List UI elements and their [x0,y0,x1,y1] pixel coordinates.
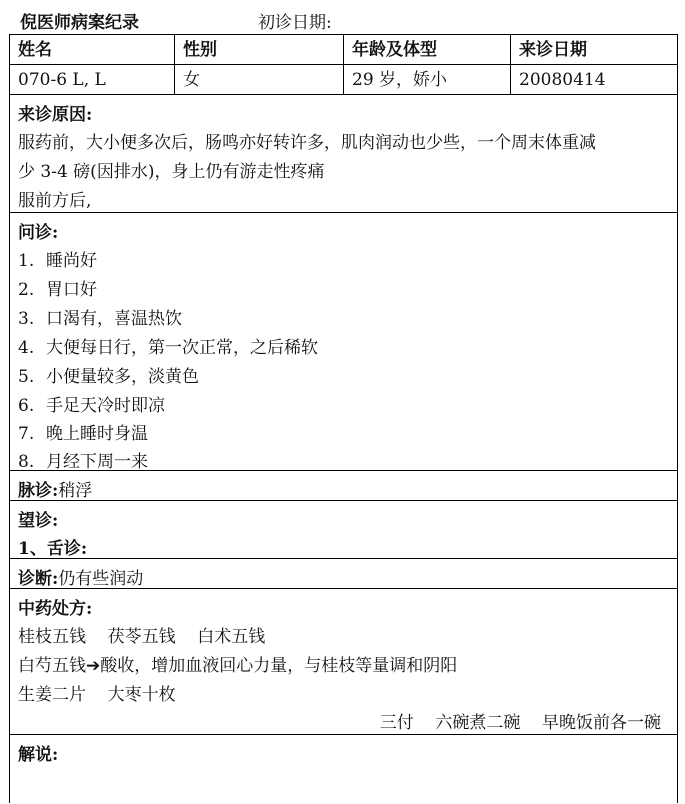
header-sex: 性别 [175,35,344,64]
value-name: 070-6 L, L [10,65,175,94]
list-item: 3. 口渴有，喜温热饮 [18,309,182,329]
prescription-line: 白芍五钱➔酸收，增加血液回心力量，与桂枝等量调和阴阳 [18,656,458,676]
observation-label: 望诊: [18,511,59,531]
header-name: 姓名 [10,35,175,64]
prescription-line: 桂枝五钱 茯苓五钱 白术五钱 [18,627,266,647]
explanation-label: 解说: [18,745,59,765]
record-title: 倪医师病案纪录 [20,13,139,33]
pulse-section [10,471,677,501]
pulse-value: 稍浮 [58,481,93,501]
list-item: 4. 大便每日行，第一次正常，之后稀软 [18,338,318,358]
tongue-diagnosis-label: 1、舌诊: [18,539,88,559]
dosage-instructions: 三付 六碗煮二碗 早晚饭前各一碗 [379,713,661,733]
first-visit-date-label: 初诊日期: [258,13,332,33]
header-visit-date: 来诊日期 [519,40,587,60]
pulse-label: 脉诊: [18,481,59,501]
list-item: 5. 小便量较多，淡黄色 [18,367,199,387]
info-header-row [10,35,677,65]
list-item: 7. 晚上睡时身温 [18,424,148,444]
diagnosis-value: 仍有些润动 [58,569,144,589]
prescription-line: 生姜二片 大枣十枚 [18,685,176,705]
value-sex: 女 [175,65,344,94]
diagnosis-line [18,564,143,589]
visit-reason-line: 服前方后, [18,191,92,211]
visit-reason-line: 少 3-4 磅(因排水)，身上仍有游走性疼痛 [18,162,325,182]
page-header [0,0,685,34]
diagnosis-section [10,559,677,589]
visit-reason-label: 来诊原因: [18,105,93,125]
visit-reason-section [10,95,677,213]
list-item: 8. 月经下周一来 [18,452,148,472]
inquiry-label: 问诊: [18,223,59,243]
prescription-section [10,589,677,735]
prescription-label: 中药处方: [18,599,93,619]
list-item: 2. 胃口好 [18,280,97,300]
header-age-build: 年龄及体型 [344,35,511,64]
inquiry-section [10,213,677,471]
case-record-form [9,34,678,803]
diagnosis-label: 诊断: [18,569,59,589]
value-age-build: 29 岁，娇小 [344,65,511,94]
pulse-line [18,476,92,501]
list-item: 6. 手足天冷时即凉 [18,396,165,416]
value-visit-date: 20080414 [519,70,606,90]
info-values-row [10,65,677,95]
observation-section [10,501,677,559]
list-item: 1. 睡尚好 [18,251,97,271]
visit-reason-line: 服药前，大小便多次后，肠鸣亦好转许多，肌肉润动也少些，一个周末体重减 [18,133,596,153]
explanation-section [10,735,677,804]
